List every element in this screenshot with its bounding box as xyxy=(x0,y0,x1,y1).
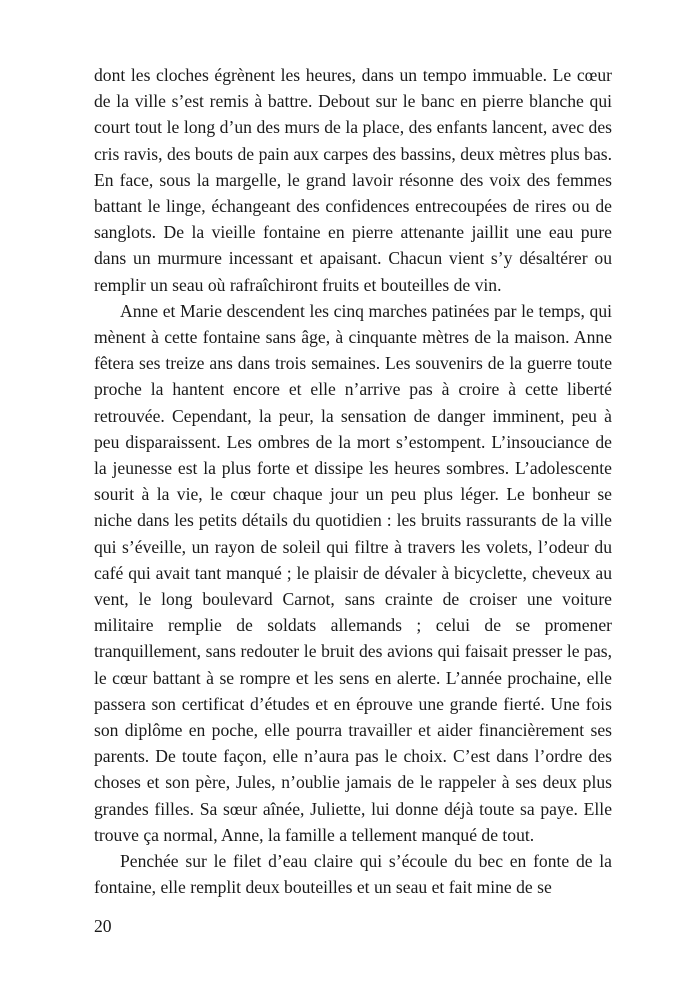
paragraph-penchee: Penchée sur le filet d’eau claire qui s’écoule du bec en fonte de la fontaine, elle remplit deux bouteilles et un seau et fait mine de se xyxy=(94,851,612,898)
page-number: 20 xyxy=(94,916,112,936)
body-text xyxy=(94,62,612,901)
paragraph-anne-et-marie: Anne et Marie descendent les cinq marches patinées par le temps, qui mènent à cette fontaine sans âge, à cinquante mètres de la maison. Anne fêtera ses treize ans dans trois semaines. Les souvenirs de la guerre toute proche la hantent encore et elle n’arrive pas à croire à cette liberté retrouvée. Cependant, la peur, la sensation de danger imminent, peu à peu disparaissent. Les ombres de la mort s’estompent. L’insouciance de la jeunesse est la plus forte et dissipe les heures sombres. L’adolescente sourit à la vie, le cœur chaque jour un peu plus léger. Le bonheur se niche dans les petits détails du quotidien : les bruits rassurants de la ville qui s’éveille, un rayon de soleil qui filtre à travers les volets, l’odeur du café qui avait tant manqué ; le plaisir de dévaler à bicyclette, cheveux au vent, le long boulevard Carnot, sans crainte de croiser une voiture militaire remplie de soldats allemands ; celui de se promener tranquillement, sans redouter le bruit des avions qui faisait presser le pas, le cœur battant à se rompre et les sens en alerte. L’année prochaine, elle passera son certificat d’études et en éprouve une grande fierté. Une fois son diplôme en poche, elle pourra travailler et aider financièrement ses parents. De toute façon, elle n’aura pas le choix. C’est dans l’ordre des choses et son père, Jules, n’oublie jamais de le rappeler à ses deux plus grandes filles. Sa sœur aînée, Juliette, lui donne déjà toute sa paye. Elle trouve ça normal, Anne, la famille a tellement manqué de tout. xyxy=(94,300,612,845)
paragraph-continuation: dont les cloches égrènent les heures, dans un tempo immuable. Le cœur de la ville s’est remis à battre. Debout sur le banc en pierre blanche qui court tout le long d’un des murs de la place, des enfants lancent, avec des cris ravis, des bouts de pain aux carpes des bassins, deux mètres plus bas. En face, sous la margelle, le grand lavoir résonne des voix des femmes battant le linge, échangeant des confidences entrecoupées de rires ou de sanglots. De la vieille fontaine en pierre attenante jaillit une eau pure dans un murmure incessant et apaisant. Chacun vient s’y désaltérer ou remplir un seau où rafraîchiront fruits et bouteilles de vin. xyxy=(94,65,612,295)
